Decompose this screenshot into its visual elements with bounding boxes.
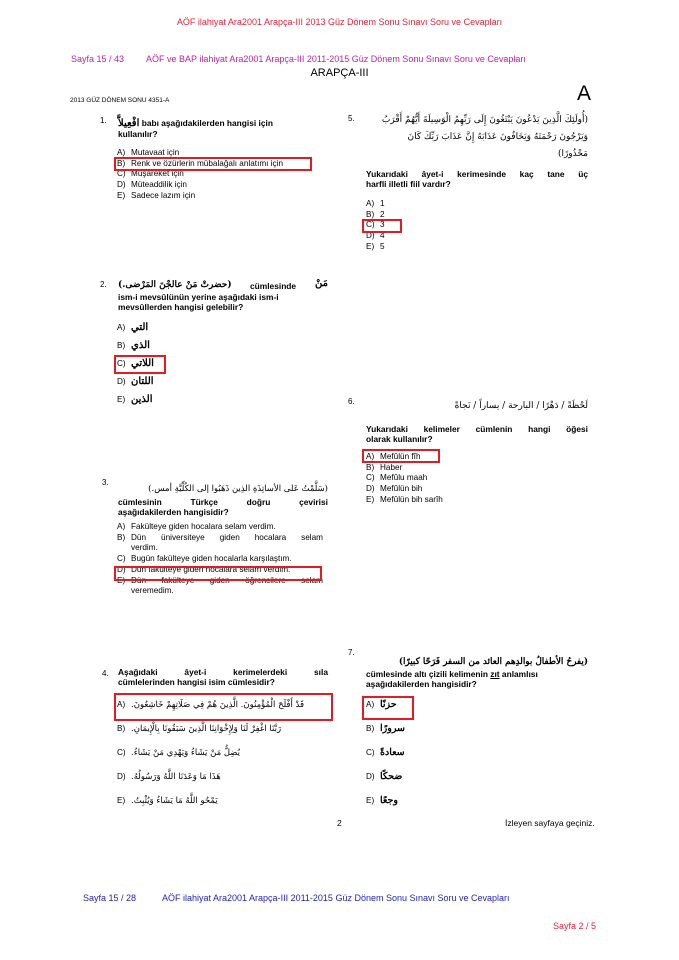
top-title: AÖF ilahiyat Ara2001 Arapça-III 2013 Güz Dönem Sonu Sınavı Soru ve Cevapları (176, 17, 503, 27)
question-text: Yukarıdaki kelimeler cümlenin hangi öğesi (366, 424, 588, 434)
option-e[interactable] (366, 242, 385, 253)
option-text: 3 (380, 220, 385, 230)
option-letter: A) (117, 148, 126, 157)
page-line-num: Sayfa 15 / 43 (71, 54, 125, 64)
option-letter: D) (117, 772, 126, 781)
option-text: ضحكًا (380, 771, 403, 782)
option-text: حزنًا (380, 699, 397, 710)
option-c[interactable] (117, 554, 329, 565)
option-text: 1 (380, 199, 385, 208)
option-text: قَدْ أَفْلَحَ الْمُؤْمِنُونَ. الَّذِينَ هُمْ فِي صَلَاتِهِمْ خَاشِعُونَ. (131, 700, 305, 710)
option-letter: A) (117, 700, 126, 709)
answer-highlight (114, 355, 166, 374)
page-number: 2 (337, 818, 342, 828)
question-number: 6. (348, 397, 355, 406)
option-text: Haber (380, 462, 403, 472)
option-text: Mefûlün bih sarîh (380, 494, 443, 504)
option-letter: E) (366, 796, 375, 805)
option-d[interactable] (366, 772, 405, 796)
option-text: 2 (380, 209, 385, 219)
options-list (117, 522, 329, 597)
option-e-cont: veremedim. (131, 586, 174, 596)
question-text-2: harfli illetli fiil vardır? (366, 179, 451, 189)
question-text: cümlesinde altı çizili kelimenin (366, 669, 488, 679)
answer-highlight (362, 449, 440, 463)
underlined-word: zıt (490, 669, 500, 679)
question-number: 5. (348, 114, 355, 123)
option-letter: A) (117, 323, 126, 332)
option-text: يُضِلُّ مَنْ يَشَاءُ وَيَهْدِي مَنْ يَشَاءُ. (131, 748, 241, 758)
option-letter: C) (366, 473, 375, 483)
question-text: Aşağıdaki âyet-i kerimelerdeki sıla (118, 667, 328, 677)
option-text: سرورًا (380, 723, 406, 734)
option-letter: E) (366, 494, 375, 504)
option-text: Bugün fakülteye giden hocalarla karşılaştım. (131, 554, 292, 564)
option-b[interactable] (117, 533, 329, 544)
option-text: رَبَّنَا اغْفِرْ لَنَا وَلِإِخْوَانِنَا الَّذِينَ سَبَقُونَا بِالْإِيمَانِ. (131, 724, 282, 734)
option-text: الذين (131, 394, 153, 405)
option-e[interactable] (117, 395, 154, 413)
arabic-line-3: مَحْذُورًا) (557, 149, 588, 159)
option-letter: C) (117, 748, 126, 757)
arabic-quote: (حضرتْ مَنْ عالجْنَ المَرْضى.) (118, 280, 232, 290)
option-text: Renk ve özürlerin mübalağalı anlatımı için (131, 158, 283, 168)
question-text: cümlesinde (250, 281, 297, 291)
question-text-2: cümlelerinden hangisi isim cümlesidir? (118, 677, 275, 687)
option-letter: D) (117, 180, 126, 190)
option-text: Mutavaat için (131, 148, 180, 157)
option-b[interactable] (117, 724, 329, 748)
page-line-text: AÖF ve BAP ilahiyat Ara2001 Arapça-III 2011-2015 Güz Dönem Sonu Sınavı Soru ve Cevapları (146, 54, 526, 64)
option-d[interactable] (117, 180, 283, 191)
question-text-3: mevsûllerden hangisi gelebilir? (118, 302, 244, 313)
option-e[interactable] (117, 191, 283, 202)
option-letter: D) (366, 772, 375, 781)
option-letter: B) (117, 724, 126, 733)
answer-highlight (362, 696, 414, 720)
question-number: 4. (102, 669, 109, 678)
option-letter: E) (117, 190, 126, 200)
option-letter: B) (366, 462, 375, 472)
option-text: 4 (380, 231, 385, 241)
booklet-letter: A (577, 82, 592, 105)
exam-code: 2013 GÜZ DÖNEM SONU 4351-A (70, 97, 170, 104)
course-title: ARAPÇA-III (310, 67, 369, 79)
option-text: اللتان (131, 376, 154, 387)
question-text: Yukarıdaki âyet-i kerimesinde kaç tane üç (366, 169, 588, 179)
option-letter: E) (366, 241, 375, 251)
option-text: 5 (380, 241, 385, 251)
option-d[interactable] (117, 772, 329, 796)
option-letter: C) (117, 169, 126, 179)
option-text: وجعًا (380, 795, 398, 806)
option-text: Dün fakülteye giden öğrencilere selam (131, 575, 323, 585)
arabic-text: افْعِيلاَّ (118, 118, 140, 129)
answer-highlight (114, 693, 333, 721)
question-text-2: aşağıdakilerden hangisidir? (366, 679, 477, 689)
option-b-cont: verdim. (131, 543, 158, 553)
option-letter: E) (117, 575, 126, 585)
question-text-2: olarak kullanılır? (366, 434, 433, 444)
option-text: يَمْحُو اللَّهُ مَا يَشَاءُ وَيُثْبِتُ. (131, 796, 218, 806)
question-number: 7. (348, 648, 355, 657)
option-e[interactable] (366, 495, 443, 506)
option-letter: B) (117, 158, 126, 168)
option-c[interactable] (366, 748, 405, 772)
option-b[interactable] (366, 463, 443, 474)
turn-page-note: İzleyen sayfaya geçiniz. (505, 818, 595, 828)
answer-highlight (114, 157, 312, 171)
option-letter: B) (117, 341, 126, 350)
option-letter: C) (366, 748, 375, 757)
option-a[interactable] (366, 199, 385, 210)
option-letter: C) (117, 359, 126, 368)
option-text: Fakülteye giden hocalara selam verdim. (131, 522, 276, 531)
arabic-tail: مَنْ (315, 278, 328, 289)
option-letter: E) (117, 796, 126, 805)
option-text: سعادةً (380, 747, 405, 758)
option-a[interactable] (117, 323, 154, 341)
option-text: Mefûlün fîh (380, 452, 421, 461)
option-letter: D) (366, 484, 375, 494)
arabic-text: (سَلَّمْتُ عَلى الأساتِذَةِ الذِين ذَهَبُوا إلى الكُلِّيَّةِ أمس.) (148, 484, 328, 494)
arabic-line-2: وَيَرْجُونَ رَحْمَتَهُ وَيَخَافُونَ عَذَابَهُ إِنَّ عَذَابَ رَبِّكَ كَانَ (407, 132, 588, 142)
option-letter: D) (366, 231, 375, 241)
option-letter: D) (117, 564, 126, 574)
question-text-end: anlamlısı (501, 669, 538, 679)
option-text: Mefûlün bih (380, 484, 423, 494)
option-text: Sadece lazım için (131, 190, 196, 200)
option-c[interactable] (117, 169, 283, 180)
option-text: التي (131, 322, 149, 333)
footer-title: AÖF ilahiyat Ara2001 Arapça-III 2011-2015 Güz Dönem Sonu Sınavı Soru ve Cevapları (162, 893, 510, 903)
arabic-line-1: (أُولَئِكَ الَّذِينَ يَدْعُونَ يَبْتَغُونَ إِلَى رَبِّهِمُ الْوَسِيلَةَ أَيُّهُمْ أَقْرَبُ (381, 115, 588, 125)
option-d[interactable] (117, 377, 154, 395)
option-text: Dün üniversiteye giden hocalara selam (131, 532, 323, 542)
option-a[interactable] (117, 522, 329, 533)
footer-page-of: Sayfa 2 / 5 (553, 921, 597, 931)
question-number: 2. (100, 280, 107, 289)
option-text: Dün fakülteye giden hocalara selam verdim. (131, 564, 291, 574)
option-e[interactable] (366, 796, 405, 820)
answer-highlight (114, 566, 322, 581)
answer-highlight (362, 219, 402, 233)
option-letter: C) (117, 554, 126, 564)
option-text: Müşareket için (131, 169, 184, 179)
option-c[interactable] (366, 473, 443, 484)
arabic-text: (يفرحُ الأطفالُ بوالدِهم العائد من السفر فَرَحًا كبيرًا) (398, 657, 588, 667)
option-letter: A) (366, 199, 375, 208)
question-text-2: kullanılır? (118, 129, 158, 140)
option-letter: B) (117, 532, 126, 542)
question-number: 3. (102, 478, 109, 487)
option-d[interactable] (366, 484, 443, 495)
option-b[interactable] (366, 724, 405, 748)
question-number: 1. (100, 116, 107, 125)
option-e[interactable] (117, 796, 329, 820)
arabic-text: لَحْظَةً / دَهْرًا / البارحة / يساراً / نَجاةً (454, 401, 588, 411)
question-text-2: aşağıdakilerden hangisidir? (118, 507, 229, 517)
option-letter: A) (366, 700, 375, 709)
option-letter: B) (366, 209, 375, 219)
option-letter: D) (117, 377, 126, 386)
option-text: Müteaddilik için (131, 180, 187, 190)
option-text: Mefûlu maah (380, 473, 428, 483)
footer-page-num: Sayfa 15 / 28 (83, 893, 137, 903)
option-text: هَذَا مَا وَعَدَنَا اللَّهُ وَرَسُولُهُ. (131, 772, 221, 782)
option-text: اللاتي (131, 358, 154, 369)
option-letter: B) (366, 724, 375, 733)
option-text: الذي (131, 340, 150, 351)
question-text-2: ism-i mevsûlünün yerine aşağıdaki ism-i (118, 292, 279, 302)
option-c[interactable] (117, 748, 329, 772)
option-letter: E) (117, 395, 126, 404)
question-text: babı aşağıdakilerden hangisi için (141, 118, 273, 128)
question-text: cümlesinin Türkçe doğru çevirisi (118, 497, 328, 507)
option-letter: C) (366, 220, 375, 230)
option-letter: A) (117, 522, 126, 531)
option-letter: A) (366, 452, 375, 461)
